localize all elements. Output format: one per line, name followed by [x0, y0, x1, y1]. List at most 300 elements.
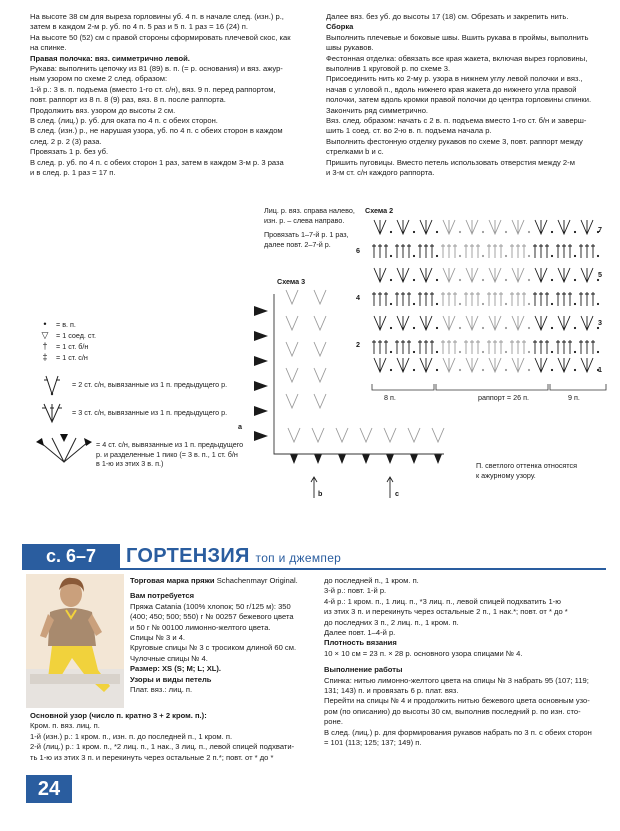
picot-mark — [254, 431, 268, 441]
text-line: Выполнить плечевые и боковые швы. Вшить рукава в проймы, выполнить — [326, 32, 589, 42]
chain-mark — [551, 303, 553, 305]
text-line: Продолжить вяз. узором до высоты 2 см. — [30, 105, 176, 115]
arrow-label-b: b — [318, 489, 323, 498]
slip-stitch-icon: ▽ — [41, 330, 49, 340]
double-crochet-mark — [533, 244, 537, 258]
fan-stitch-mark — [581, 316, 593, 330]
row-number-4: 4 — [356, 293, 360, 302]
double-crochet-mark — [470, 244, 474, 258]
chain-mark — [459, 351, 461, 353]
text-line: 4-й р.: 1 кром. п., 1 лиц. п., *3 лиц. п., левой спицей подхватить 1-ю — [324, 596, 561, 606]
right-column-top — [326, 12, 610, 179]
double-crochet-mark — [464, 292, 468, 306]
double-crochet-mark — [470, 292, 474, 306]
fan-stitch-mark — [286, 342, 298, 356]
chain-mark — [436, 279, 438, 281]
double-crochet-mark — [493, 340, 497, 354]
text-line: Размер: XS (S; M; L; XL). — [130, 664, 222, 674]
fan-stitch-mark — [581, 220, 593, 234]
legend-line: р. и разделенные 1 пико (= 3 в. п., 1 ст. б/н — [96, 449, 238, 459]
note-line: Лиц. р. вяз. справа налево, — [264, 206, 355, 215]
chain-mark — [436, 231, 438, 233]
double-crochet-mark — [516, 292, 520, 306]
legend-2dc-icon — [38, 374, 68, 396]
chain-mark — [459, 231, 461, 233]
double-crochet-mark — [585, 292, 589, 306]
fan-stitch-mark — [286, 394, 298, 408]
picot-mark — [410, 454, 418, 464]
fan-stitch-mark — [512, 220, 524, 234]
page-number: 24 — [26, 775, 72, 803]
scheme-3-stitches — [254, 290, 444, 464]
text-line: и 50 г № 00100 лимонно-желтого цвета. — [130, 622, 271, 632]
double-crochet-mark — [562, 292, 566, 306]
chain-mark — [390, 255, 392, 257]
legend-double — [38, 353, 88, 362]
model-illustration — [26, 574, 124, 708]
double-crochet-mark — [487, 244, 491, 258]
text-line: швы рукавов. — [326, 43, 374, 53]
single-crochet-icon: † — [42, 341, 48, 351]
text-line: на спинке. — [30, 43, 67, 53]
picot-mark — [254, 356, 268, 366]
double-crochet-mark — [499, 340, 503, 354]
picot-mark — [386, 454, 394, 464]
chain-mark — [551, 327, 553, 329]
legend-slip — [38, 331, 96, 340]
picot-mark — [434, 454, 442, 464]
fan-stitch-mark — [489, 316, 501, 330]
chain-mark — [528, 327, 530, 329]
double-crochet-mark — [522, 244, 526, 258]
chain-mark — [551, 255, 553, 257]
chain-mark — [574, 369, 576, 371]
fan-stitch-mark — [420, 268, 432, 282]
chain-mark — [574, 327, 576, 329]
chain-mark — [597, 255, 599, 257]
text-line: Основной узор (число п. кратно 3 + 2 кром. п.): — [30, 711, 207, 720]
double-crochet-mark — [447, 244, 451, 258]
double-crochet-mark — [493, 244, 497, 258]
chain-mark — [505, 255, 507, 257]
text-line: В след. р. уб. по 4 п. с обеих сторон 1 раз, затем в каждом 3-м р. 3 раза — [30, 157, 284, 167]
fan-stitch-mark — [314, 342, 326, 356]
double-crochet-mark — [568, 292, 572, 306]
count-9-stitches: 9 п. — [568, 393, 580, 402]
fan-stitch-mark — [466, 358, 478, 372]
double-crochet-mark — [591, 244, 595, 258]
text-line: Вяз. след. образом: начать с 2 в. п. подъема вместо 1-го ст. б/н и заверш- — [326, 116, 587, 126]
chain-mark — [413, 279, 415, 281]
picot-mark — [254, 406, 268, 416]
model-photo — [26, 574, 124, 708]
text-line: Далее повт. 1–4-й р. — [324, 628, 396, 638]
picot-mark — [254, 381, 268, 391]
text-line: Пришить пуговицы. Вместо петель использовать отверстия между 2-м — [326, 157, 575, 167]
legend-label: = в. п. — [56, 320, 76, 329]
text-line: Выполнить фестонную отделку рукавов по схеме 3, повт. раппорт между — [326, 136, 583, 146]
double-crochet-mark — [476, 292, 480, 306]
text-line: На высоте 50 (52) см с правой стороны сформировать плечевой скос, как — [30, 32, 291, 42]
chain-mark — [505, 303, 507, 305]
text-line: начав с угловой п., вдоль нижнего края жакета до нижнего угла правой — [326, 84, 577, 94]
double-crochet-mark — [378, 244, 382, 258]
double-crochet-mark — [568, 244, 572, 258]
fan-stitch-mark — [489, 220, 501, 234]
yarn-brand-label: Торговая марка пряжи — [130, 576, 215, 585]
yarn-brand-value: Schachenmayr Original. — [216, 576, 298, 585]
text-line: Закончить ряд симметрично. — [326, 105, 429, 115]
chain-mark — [574, 351, 576, 353]
double-crochet-mark — [464, 244, 468, 258]
fan-stitch-mark — [581, 268, 593, 282]
text-line: стрелками b и с. — [326, 147, 384, 157]
fan-stitch-mark — [558, 220, 570, 234]
double-crochet-mark — [556, 244, 560, 258]
double-crochet-mark — [487, 340, 491, 354]
double-crochet-mark — [516, 244, 520, 258]
double-crochet-mark — [556, 292, 560, 306]
legend-label: = 1 ст. б/н — [56, 342, 89, 351]
chain-mark — [482, 303, 484, 305]
chain-mark — [482, 231, 484, 233]
double-crochet-mark — [395, 244, 399, 258]
text-line: Пряжа Catania (100% хлопок; 50 г/125 м): 350 — [130, 601, 291, 611]
fan-stitch-mark — [397, 220, 409, 234]
double-crochet-mark — [539, 340, 543, 354]
double-crochet-mark — [585, 340, 589, 354]
note-line: изн. р. – слева направо. — [264, 215, 345, 225]
picot-mark — [362, 454, 370, 464]
double-crochet-mark — [470, 340, 474, 354]
picot-mark — [254, 306, 268, 316]
double-crochet-mark — [539, 292, 543, 306]
chain-mark — [551, 279, 553, 281]
double-crochet-mark — [424, 244, 428, 258]
chain-mark — [505, 279, 507, 281]
double-crochet-mark — [464, 340, 468, 354]
text-line: Сборка — [326, 22, 354, 32]
row-number-5: 5 — [598, 270, 602, 279]
text-line: Рукава: выполнить цепочку из 81 (89) в. п. (= р. основания) и вяз. ажур- — [30, 64, 283, 74]
fan-stitch-mark — [286, 290, 298, 304]
arrow-label-a: a — [238, 422, 242, 431]
text-line: В след. (изн.) р., не нарушая узора, уб. по 4 п. с обеих сторон в каждом — [30, 126, 283, 136]
fan-stitch-mark — [336, 428, 348, 442]
fan-stitch-mark — [443, 220, 455, 234]
chain-mark — [528, 351, 530, 353]
note-line: далее повт. 2–7-й р. — [264, 239, 331, 249]
text-line: Спицы № 3 и 4. — [130, 633, 186, 643]
legend-single — [38, 342, 88, 351]
legend-line: в 1-ю из этих 3 в. п.) — [96, 459, 164, 469]
fan-stitch-mark — [374, 268, 386, 282]
double-crochet-icon: ‡ — [42, 352, 48, 362]
fan-stitch-mark — [512, 268, 524, 282]
double-crochet-mark — [516, 340, 520, 354]
chain-mark — [528, 303, 530, 305]
picot-mark — [290, 454, 298, 464]
double-crochet-mark — [401, 244, 405, 258]
chain-mark — [574, 303, 576, 305]
double-crochet-mark — [384, 244, 388, 258]
chain-mark — [459, 279, 461, 281]
chain-mark — [505, 369, 507, 371]
text-line: Присоединить нить ко 2-му р. узора в нижнем углу левой полочки и вяз., — [326, 74, 583, 84]
pattern-column — [30, 711, 320, 763]
double-crochet-mark — [441, 244, 445, 258]
fan-stitch-mark — [558, 268, 570, 282]
scheme-2-title: Схема 2 — [365, 206, 394, 215]
fan-stitch-mark — [489, 268, 501, 282]
double-crochet-mark — [476, 244, 480, 258]
rapport-count: раппорт = 26 п. — [478, 393, 529, 402]
double-crochet-mark — [499, 244, 503, 258]
left-column-top — [30, 12, 322, 179]
fan-stitch-mark — [314, 368, 326, 382]
text-line: Фестонная отделка: обвязать все края жакета, включая вырез горловины, — [326, 53, 588, 63]
fan-stitch-mark — [558, 316, 570, 330]
text-line: 1-й (изн.) р.: 1 кром. п., изн. п. до последней п., 1 кром. п. — [30, 731, 233, 741]
double-crochet-mark — [510, 244, 514, 258]
chain-mark — [505, 327, 507, 329]
text-line: ным узором по схеме 2 след. образом: — [30, 74, 168, 84]
fan-stitch-mark — [384, 428, 396, 442]
text-line: 131; 143) п. и провязать 6 р. плат. вяз. — [324, 686, 459, 696]
fan-stitch-mark — [314, 290, 326, 304]
chain-mark — [528, 369, 530, 371]
text-line: ть 1-ю из этих 3 п. и перекинуть через остальные 2 п.*; повт. от * до * — [30, 752, 274, 762]
scheme-3-title: Схема 3 — [277, 277, 306, 286]
text-line: Правая полочка: вяз. симметрично левой. — [30, 53, 190, 63]
legend-label: = 1 ст. с/н — [56, 353, 88, 362]
note-line: Провязать 1–7-й р. 1 раз, — [264, 230, 349, 239]
diagram-note-direction — [264, 206, 374, 225]
double-crochet-mark — [545, 340, 549, 354]
chain-mark — [482, 351, 484, 353]
chain-mark — [505, 351, 507, 353]
fan-stitch-mark — [558, 358, 570, 372]
text-line: роне. — [324, 717, 343, 727]
text-line: 1-й р.: 3 в. п. подъема (вместо 1-го ст. с/н), вяз. 9 п. перед раппортом, — [30, 84, 276, 94]
text-line: повт. раппорт из 8 п. 8 (9) раз, вяз. 8 п. после раппорта. — [30, 95, 226, 105]
text-line: шить 1 соед. ст. во 2-ю в. п. подъема начала р. — [326, 126, 492, 136]
materials-column — [130, 576, 318, 695]
double-crochet-mark — [568, 340, 572, 354]
arrow-marks — [300, 474, 420, 504]
fan-stitch-mark — [535, 358, 547, 372]
fan-stitch-mark — [314, 394, 326, 408]
pattern-subtitle: топ и джемпер — [255, 551, 342, 565]
row-number-2: 2 — [356, 340, 360, 349]
text-line: 10 × 10 см = 23 п. × 28 р. основного узора спицами № 4. — [324, 648, 523, 658]
chain-mark — [413, 255, 415, 257]
text-line: Выполнение работы — [324, 665, 403, 675]
fan-stitch-mark — [432, 428, 444, 442]
double-crochet-mark — [407, 244, 411, 258]
double-crochet-mark — [556, 340, 560, 354]
text-line: след. 2 р. 2 (3) раза. — [30, 136, 102, 146]
section-title — [126, 545, 341, 569]
row-number-7: 7 — [598, 225, 602, 234]
legend-4dc-picot-icon — [34, 432, 94, 466]
arrow-label-c: c — [395, 489, 399, 498]
fan-stitch-mark — [312, 428, 324, 442]
chain-mark — [551, 369, 553, 371]
text-line: из этих 3 п. и перекинуть через остальные 2 п., 1 нак.*; повт. от * до * — [324, 607, 568, 617]
count-8-stitches: 8 п. — [384, 393, 396, 402]
text-line: полочки, затем вдоль кромки правой полочки до центра горловины спинки. — [326, 95, 592, 105]
legend-3dc-label: = 3 ст. с/н, вывязанные из 1 п. предыдущего р. — [72, 408, 228, 417]
double-crochet-mark — [453, 340, 457, 354]
fan-stitch-mark — [408, 428, 420, 442]
picot-mark — [314, 454, 322, 464]
chain-mark — [597, 351, 599, 353]
section-page-ref: с. 6–7 — [22, 544, 120, 568]
picot-mark — [254, 331, 268, 341]
text-line: ром (по описанию) до высоты 30 см, выполнив последний р. по изн. сто- — [324, 706, 581, 716]
legend-label: = 1 соед. ст. — [56, 331, 96, 340]
text-line: Плотность вязания — [324, 638, 397, 648]
fan-stitch-mark — [466, 316, 478, 330]
double-crochet-mark — [562, 340, 566, 354]
chain-mark — [551, 231, 553, 233]
fan-stitch-mark — [288, 428, 300, 442]
text-line: Плат. вяз.: лиц. п. — [130, 685, 193, 695]
text-line: Круговые спицы № 3 с тросиком длиной 60 см. — [130, 643, 297, 653]
note-line: П. светлого оттенка относятся — [476, 461, 577, 470]
double-crochet-mark — [539, 244, 543, 258]
pattern-name: ГОРТЕНЗИЯ — [126, 545, 250, 567]
chain-mark — [528, 279, 530, 281]
double-crochet-mark — [372, 244, 376, 258]
fan-stitch-mark — [466, 220, 478, 234]
fan-stitch-mark — [512, 358, 524, 372]
fan-stitch-mark — [374, 220, 386, 234]
chain-mark — [482, 255, 484, 257]
double-crochet-mark — [591, 340, 595, 354]
text-line: На высоте 38 см для выреза горловины уб. 4 п. в начале след. (изн.) р., — [30, 12, 284, 21]
double-crochet-mark — [510, 292, 514, 306]
chain-stitch-icon: • — [43, 319, 47, 329]
text-line: = 101 (113; 125; 137; 149) п. — [324, 738, 422, 748]
chain-mark — [574, 279, 576, 281]
fan-stitch-mark — [397, 268, 409, 282]
fan-stitch-mark — [466, 268, 478, 282]
double-crochet-mark — [476, 340, 480, 354]
double-crochet-mark — [579, 292, 583, 306]
legend-3dc-icon — [38, 402, 68, 424]
chain-mark — [459, 303, 461, 305]
chain-mark — [390, 279, 392, 281]
legend-2dc-label: = 2 ст. с/н, вывязанные из 1 п. предыдущего р. — [72, 380, 228, 389]
text-line: выполнив 1 круговой р. по схеме 3. — [326, 64, 451, 74]
double-crochet-mark — [562, 244, 566, 258]
chain-mark — [482, 327, 484, 329]
text-line — [130, 576, 318, 586]
instructions-column — [324, 576, 610, 749]
legend-chain — [38, 320, 76, 329]
fan-stitch-mark — [420, 220, 432, 234]
text-line: Узоры и виды петель — [130, 674, 212, 684]
chain-mark — [459, 255, 461, 257]
text-line: затем в каждом 2-м р. уб. по 4 п. 5 раз и 5 п. 1 раз = 16 (24) п. — [30, 22, 249, 32]
text-line: 3-й р.: повт. 1-й р. — [324, 586, 387, 596]
fan-stitch-mark — [314, 316, 326, 330]
double-crochet-mark — [499, 292, 503, 306]
double-crochet-mark — [545, 244, 549, 258]
chain-mark — [459, 327, 461, 329]
text-line: и в след. р. 1 раз = 17 п. — [30, 168, 116, 178]
text-line: Перейти на спицы № 4 и продолжить нитью бежевого цвета основным узо- — [324, 696, 590, 706]
chain-mark — [551, 351, 553, 353]
chain-mark — [574, 231, 576, 233]
double-crochet-mark — [545, 292, 549, 306]
chain-mark — [528, 255, 530, 257]
double-crochet-mark — [522, 292, 526, 306]
double-crochet-mark — [510, 340, 514, 354]
double-crochet-mark — [522, 340, 526, 354]
chain-mark — [482, 279, 484, 281]
legend-4dc-label — [96, 440, 256, 469]
text-line: Спинка: нитью лимонно-желтого цвета на спицы № 3 набрать 95 (107; 119; — [324, 675, 589, 685]
text-line: В след. (лиц.) р. уб. для оката по 4 п. с обеих сторон. — [30, 116, 218, 126]
fan-stitch-mark — [489, 358, 501, 372]
double-crochet-mark — [418, 244, 422, 258]
chain-mark — [505, 231, 507, 233]
legend-line: = 4 ст. с/н, вывязанные из 1 п. предыдущего — [96, 440, 244, 449]
row-number-3: 3 — [598, 318, 602, 327]
double-crochet-mark — [533, 340, 537, 354]
fan-stitch-mark — [512, 316, 524, 330]
chain-mark — [459, 369, 461, 371]
double-crochet-mark — [453, 244, 457, 258]
fan-stitch-mark — [443, 268, 455, 282]
text-line: Вам потребуется — [130, 591, 195, 601]
double-crochet-mark — [430, 244, 434, 258]
chain-mark — [528, 231, 530, 233]
text-line: (400; 450; 500; 550) г № 00257 бежевого цвета — [130, 612, 294, 622]
chain-mark — [597, 303, 599, 305]
light-stitch-note — [476, 461, 606, 480]
fan-stitch-mark — [535, 268, 547, 282]
chain-mark — [574, 255, 576, 257]
double-crochet-mark — [579, 340, 583, 354]
double-crochet-mark — [493, 292, 497, 306]
text-line: Провязать 1 р. без уб. — [30, 147, 109, 157]
double-crochet-mark — [579, 244, 583, 258]
fan-stitch-mark — [535, 316, 547, 330]
text-line: и 3-м ст. с/н каждого раппорта. — [326, 168, 435, 178]
row-number-1: 1 — [598, 365, 602, 374]
double-crochet-mark — [533, 292, 537, 306]
double-crochet-mark — [453, 292, 457, 306]
double-crochet-mark — [487, 292, 491, 306]
scheme-3-diagram — [232, 286, 452, 496]
double-crochet-mark — [591, 292, 595, 306]
picot-mark — [338, 454, 346, 464]
chain-mark — [482, 369, 484, 371]
fan-stitch-mark — [581, 358, 593, 372]
text-line: Далее вяз. без уб. до высоты 17 (18) см. Обрезать и закрепить нить. — [326, 12, 569, 21]
text-line: В след. (лиц.) р. для формирования рукавов набрать по 3 п. с обеих сторон — [324, 727, 592, 737]
chain-mark — [413, 231, 415, 233]
row-number-6: 6 — [356, 246, 360, 255]
fan-stitch-mark — [286, 368, 298, 382]
text-line: до последней п., 1 кром. п. — [324, 576, 419, 585]
chain-mark — [436, 255, 438, 257]
double-crochet-mark — [585, 244, 589, 258]
